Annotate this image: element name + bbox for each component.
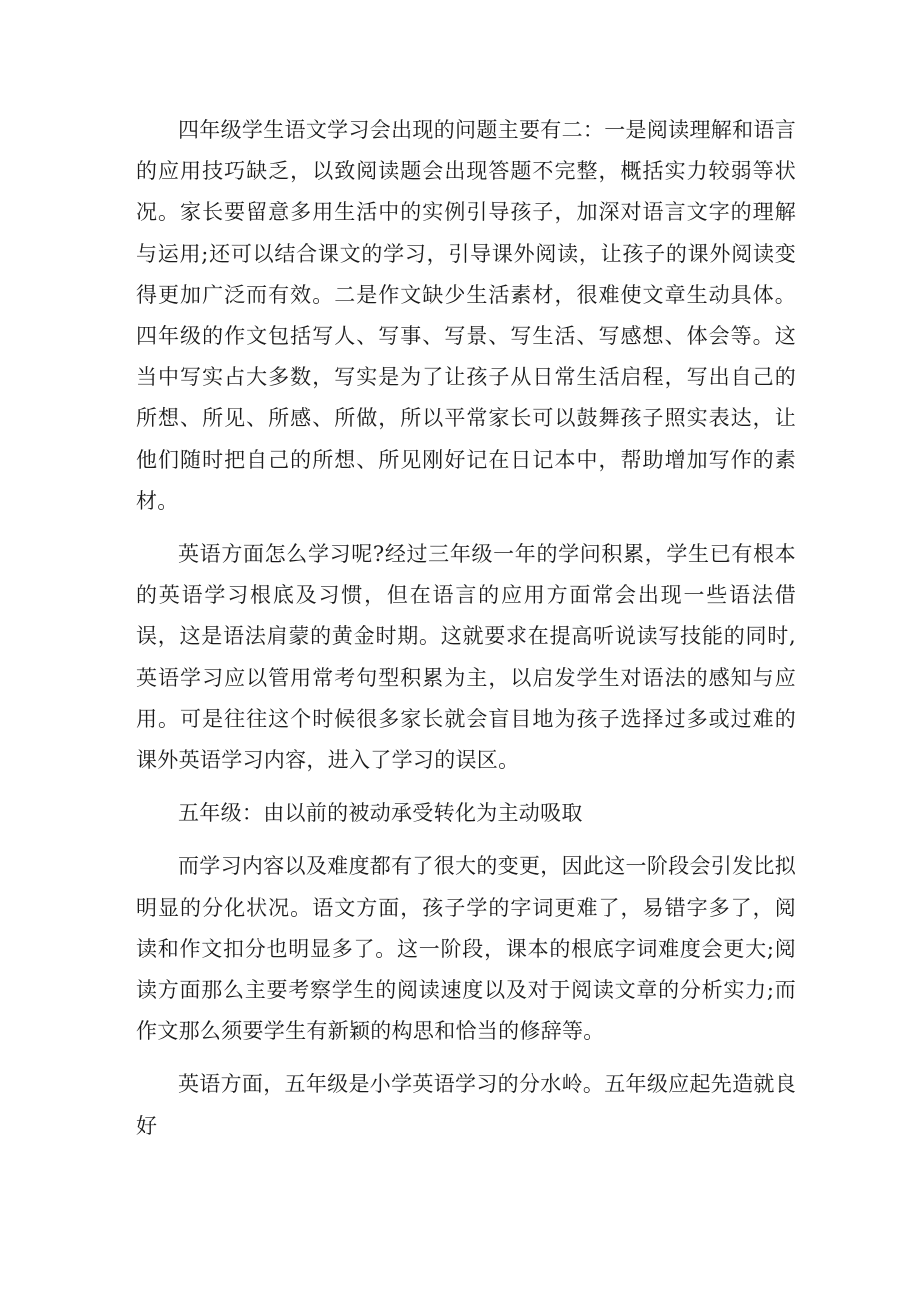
paragraph-grade5-english: 英语方面，五年级是小学英语学习的分水岭。五年级应起先造就良好 <box>136 1072 796 1138</box>
paragraph-grade4-english: 英语方面怎么学习呢?经过三年级一年的学问积累，学生已有根本的英语学习根底及习惯，但在语言的应用方面常会出现一些语法借误，这是语法肩蒙的黄金时期。这就要求在提高听说读写技能的同时,英语学习应以管用常考句型积累为主，以启发学生对语法的感知与应用。可是往往这个时候很多家长就会盲目地为孩子选择过多或过难的课外英语学习内容，进入了学习的误区。 <box>136 542 796 773</box>
section-heading-grade5: 五年级：由以前的被动承受转化为主动吸取 <box>178 801 583 826</box>
paragraph-grade5-chinese: 而学习内容以及难度都有了很大的变更，因此这一阶段会引发比拟明显的分化状况。语文方面，孩子学的字词更难了，易错字多了，阅读和作文扣分也明显多了。这一阶段，课本的根底字词难度会更大;阅读方面那么主要考察学生的阅读速度以及对于阅读文章的分析实力;而作文那么须要学生有新颖的构思和恰当的修辞等。 <box>136 854 796 1044</box>
paragraph-grade4-chinese: 四年级学生语文学习会出现的问题主要有二：一是阅读理解和语言的应用技巧缺乏，以致阅读题会出现答题不完整，概括实力较弱等状况。家长要留意多用生活中的实例引导孩子，加深对语言文字的理解与运用;还可以结合课文的学习，引导课外阅读，让孩子的课外阅读变得更加广泛而有效。二是作文缺少生活素材，很难使文章生动具体。四年级的作文包括写人、写事、写景、写生活、写感想、体会等。这当中写实占大多数，写实是为了让孩子从日常生活启程，写出自己的所想、所见、所感、所做，所以平常家长可以鼓舞孩子照实表达，让他们随时把自己的所想、所见刚好记在日记本中，帮助增加写作的素材。 <box>136 118 796 513</box>
document-body <box>136 110 796 1159</box>
